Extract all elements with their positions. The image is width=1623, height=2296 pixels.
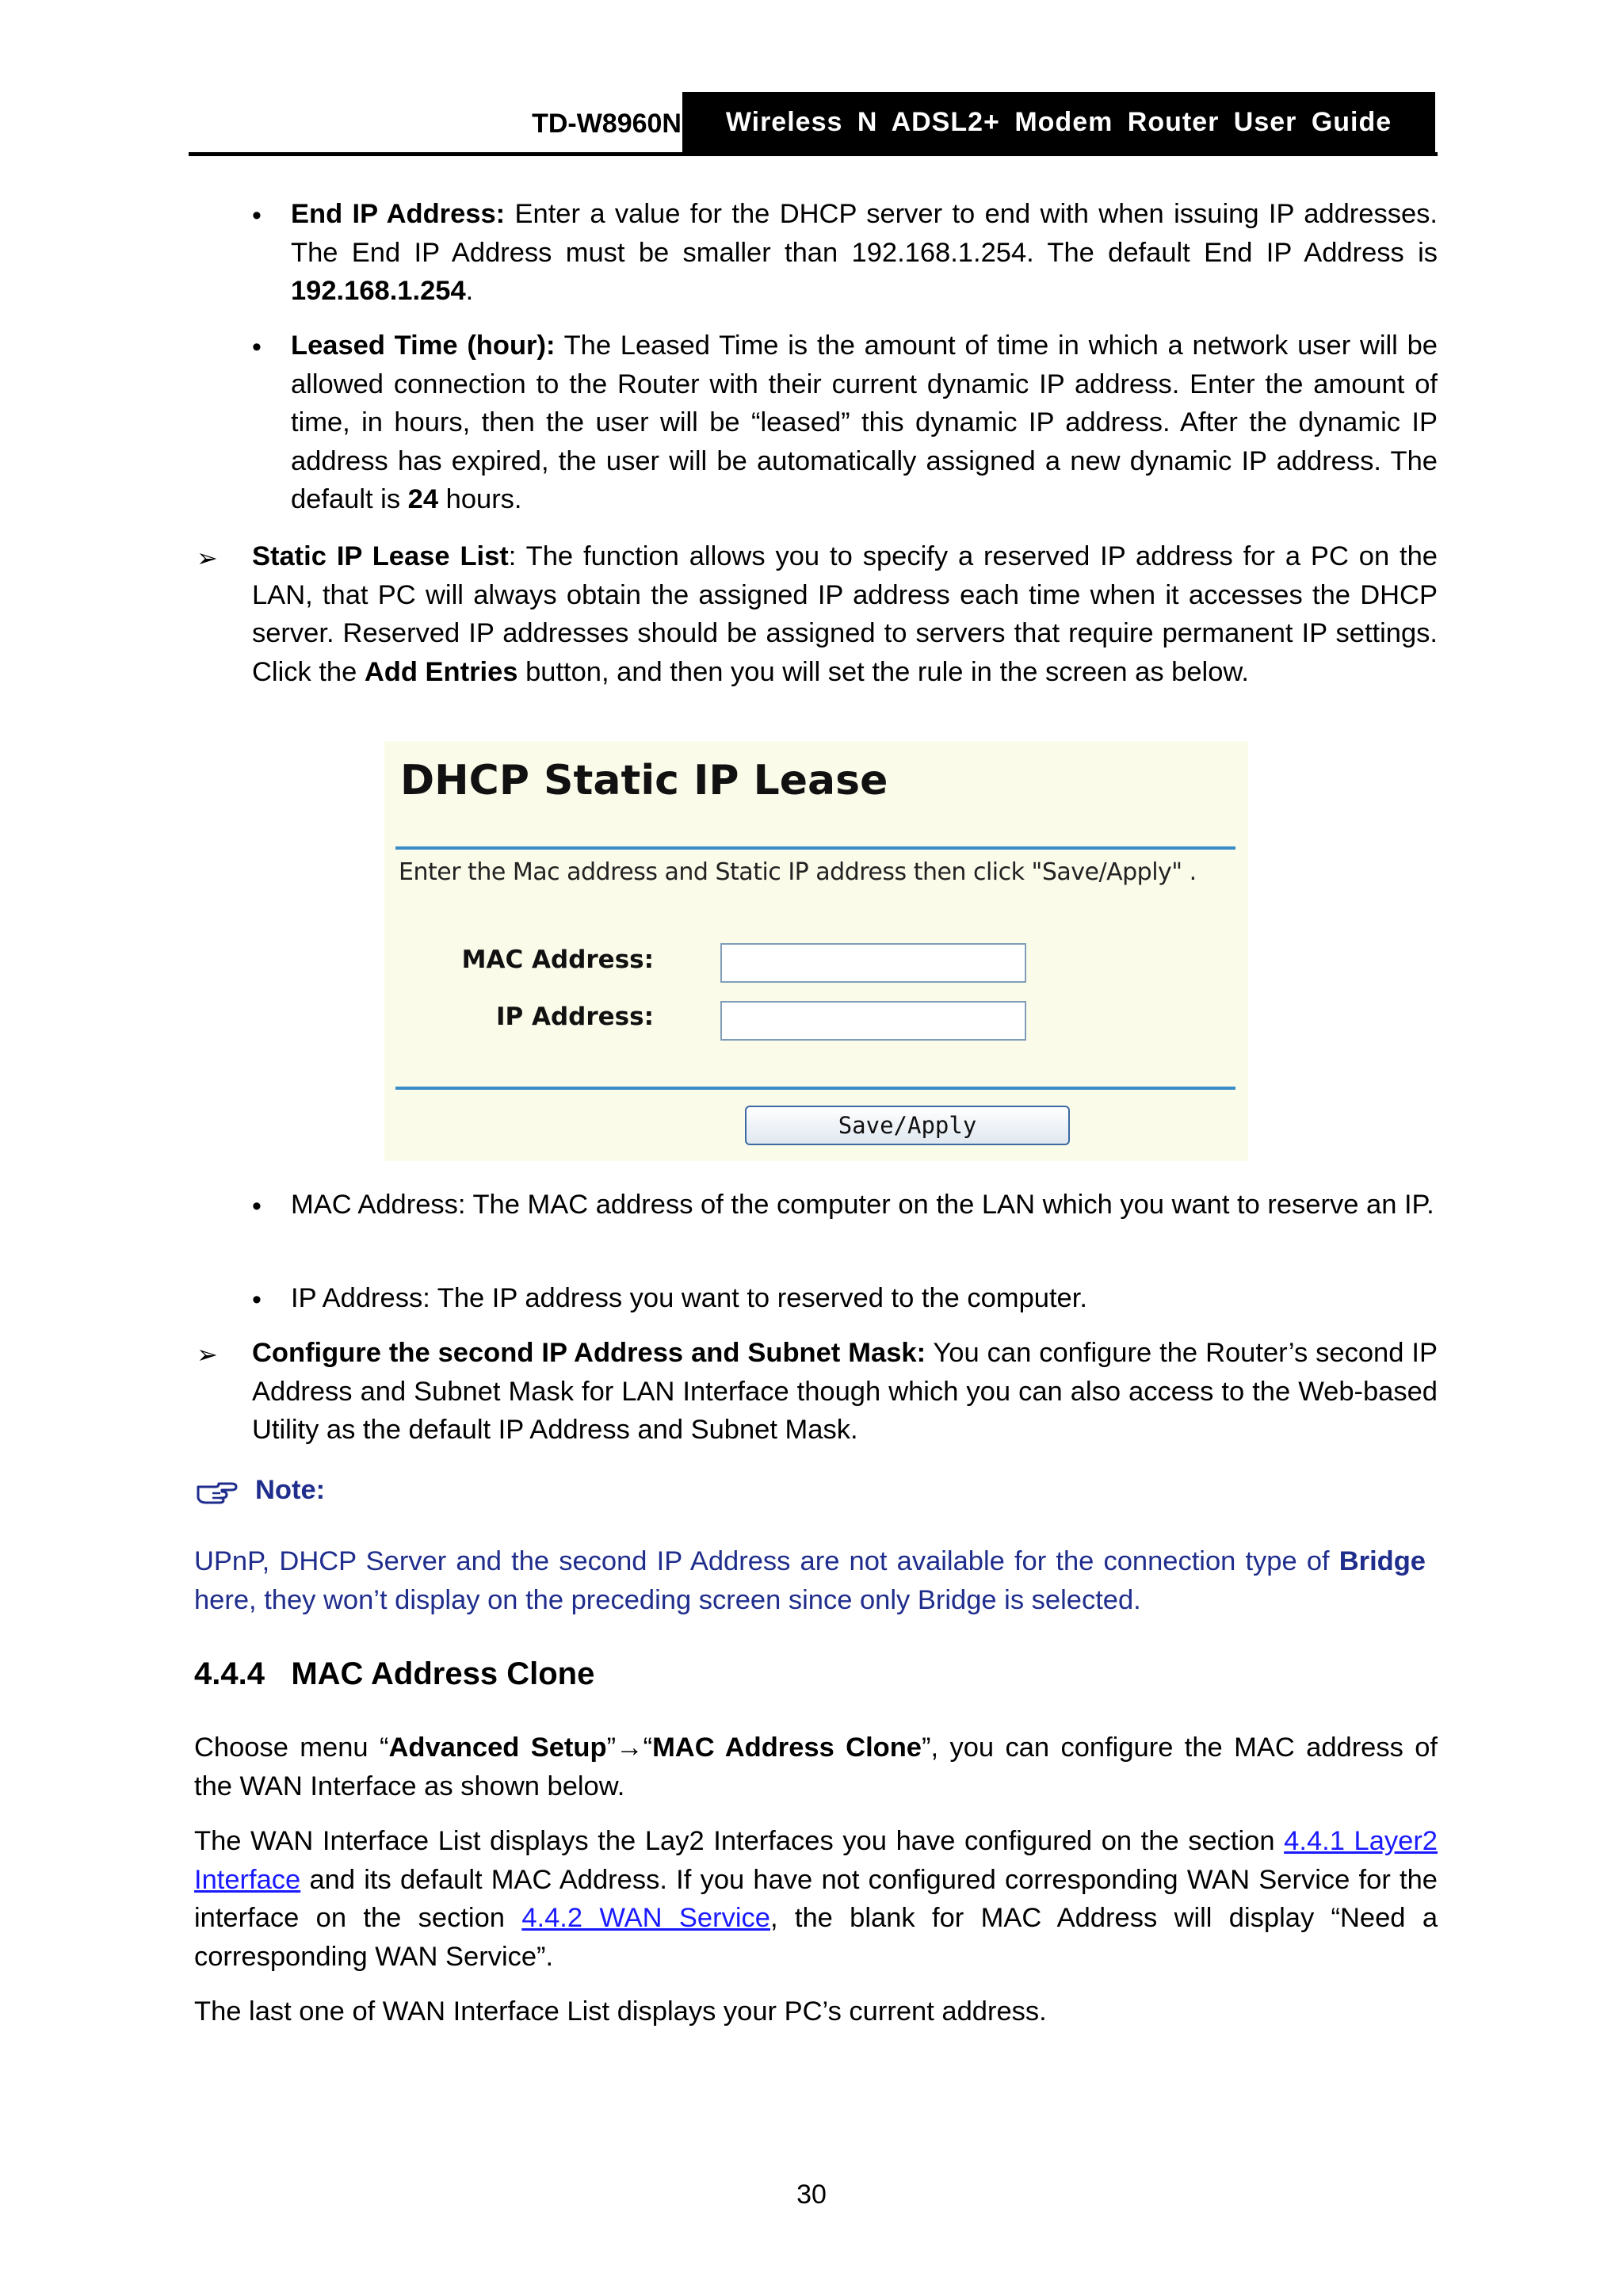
static-lease-tail: button, and then you will set the rule in the screen as below. [517,656,1249,687]
leased-time-paragraph [291,327,1438,519]
bullet-dot: • [252,1191,262,1221]
end-ip-text: Enter a value for the DHCP server to end with when issuing IP addresses. The End IP Address must be smaller than 192.168.1.254. The default End IP Address is [291,199,1438,268]
static-lease-paragraph [252,537,1438,691]
ip-address-input[interactable] [720,1001,1026,1041]
add-entries-ref: Add Entries [364,656,518,687]
static-lease-label: Static IP Lease List [252,541,509,571]
menu-arrow: ”→“ [606,1733,653,1763]
header-model: TD-W8960N [532,109,682,139]
page-number: 30 [796,2179,827,2210]
menu-advanced-setup: Advanced Setup [388,1733,607,1763]
menu-mac-address-clone: MAC Address Clone [652,1733,922,1763]
wan-text-start: The WAN Interface List displays the Lay2 Interfaces you have configured on the section [194,1826,1285,1856]
ip-address-label: IP Address: [495,1003,654,1031]
section-heading [194,1652,594,1696]
arrow-bullet-icon: ➢ [197,544,218,572]
end-ip-default: 192.168.1.254 [291,276,466,306]
last-paragraph: The last one of WAN Interface List displays your PC’s current address. [194,1996,1047,2027]
section-title: MAC Address Clone [291,1656,595,1691]
panel-instruction: Enter the Mac address and Static IP address then click "Save/Apply" . [399,858,1197,886]
bullet-dot: • [252,332,262,362]
second-ip-label: Configure the second IP Address and Subnet Mask: [252,1338,926,1368]
panel-divider-top [395,846,1235,850]
menu-text-start: Choose menu “ [194,1733,389,1763]
leased-time-label: Leased Time (hour): [291,330,556,361]
second-ip-paragraph [252,1334,1438,1450]
panel-divider-bottom [395,1087,1235,1090]
static-lease-text: : The function allows you to specify a reserved IP address for a PC on the LAN, that PC will always obtain the assigned IP address each time when it accesses the DHCP server. Reserved IP addresses should be assigned to servers that require permanent IP settings. Click the [252,541,1438,687]
second-ip-text: You can configure the Router’s second IP Address and Subnet Mask for LAN Interface though which you can also access to the Web-based Utility as the default IP Address and Subnet Mask. [252,1338,1438,1445]
arrow-bullet-icon: ➢ [197,1340,218,1369]
bullet-dot: • [252,1285,262,1315]
mac-address-input[interactable] [720,943,1026,983]
note-text-start: UPnP, DHCP Server and the second IP Address are not available for the connection type of [194,1546,1339,1576]
save-apply-button[interactable]: Save/Apply [745,1106,1070,1145]
end-ip-paragraph [291,195,1438,311]
menu-text-end: ”, you can configure the MAC address of the WAN Interface as shown below. [194,1733,1438,1801]
wan-text-middle: and its default MAC Address. If you have not configured corresponding WAN Service for the interface on the section [194,1864,1438,1933]
menu-paragraph [194,1729,1438,1805]
end-ip-tail: . [465,276,474,306]
leased-time-default: 24 [407,484,439,514]
header-title: Wireless N ADSL2+ Modem Router User Guide [682,92,1435,152]
leased-time-tail: hours. [438,484,522,514]
dhcp-static-ip-lease-panel [384,741,1248,1161]
wan-text-end: , the blank for MAC Address will display “Need a corresponding WAN Service”. [194,1903,1438,1972]
header-rule [189,152,1438,156]
note-label: Note: [255,1475,326,1505]
note-text-end: here, they won’t display on the preceding screen since only Bridge is selected. [194,1584,1141,1615]
leased-time-text: The Leased Time is the amount of time in which a network user will be allowed connection to the Router with their current dynamic IP address. Enter the amount of time, in hours, then the user will be “leased” this dynamic IP address. After the dynamic IP address has expired, the user will be automatically assigned a new dynamic IP address. The default is [291,330,1438,514]
note-text [194,1542,1426,1619]
mac-bullet: MAC Address: The MAC address of the computer on the LAN which you want to reserve an IP. [291,1190,1434,1220]
pointing-hand-icon [195,1476,239,1507]
ip-bullet: IP Address: The IP address you want to reserved to the computer. [291,1283,1087,1313]
mac-address-label: MAC Address: [461,946,654,974]
end-ip-label: End IP Address: [291,199,506,229]
note-bridge: Bridge [1338,1546,1426,1576]
bullet-dot: • [252,201,262,231]
panel-title: DHCP Static IP Lease [400,757,888,804]
link-wan-service[interactable]: 4.4.2 WAN Service [521,1903,770,1933]
wan-list-paragraph [194,1822,1438,1976]
section-number: 4.4.4 [194,1656,265,1691]
link-layer2-interface[interactable]: 4.4.1 Layer2 Interface [194,1826,1438,1895]
